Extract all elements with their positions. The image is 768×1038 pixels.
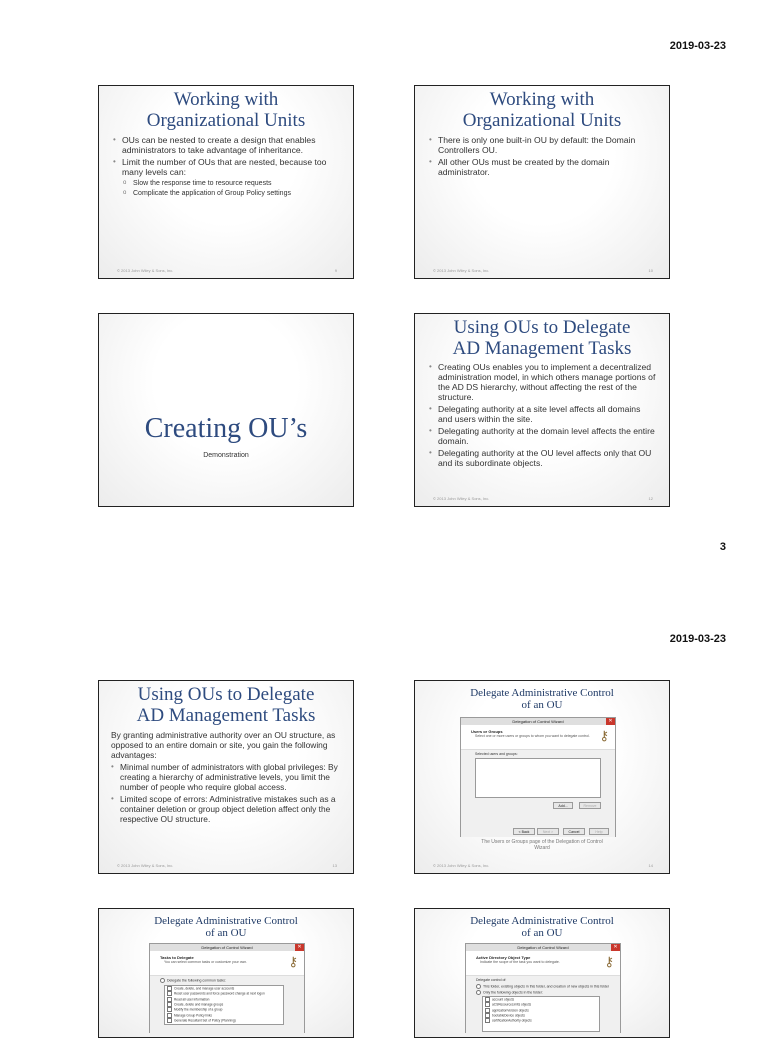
task-item[interactable]: Reset user passwords and force password change at next logon [165,991,283,996]
bullet-item: • Delegating authority at the OU level affects only that OU and its subordinate objects. [429,448,657,468]
radio-option-this-folder[interactable]: This folder, existing objects in this folder, and creation of new objects in this folder [476,984,609,989]
object-item[interactable]: account objects [483,997,599,1002]
bullet-item: • Delegating authority at a site level affects all domains and users within the site. [429,404,657,424]
close-icon[interactable]: ✕ [606,718,615,725]
radio-icon [476,990,481,995]
checkbox-icon [485,1008,490,1013]
object-item[interactable]: aCSResourceLimits objects [483,1002,599,1007]
slide-title: Creating OU’s [144,413,308,444]
figure-caption: The Users or Groups page of the Delegation of Control Wizard [481,839,603,851]
bullet-item: • There is only one built-in OU by default: the Domain Controllers OU. [429,135,657,155]
task-item[interactable]: Generate Resultant Set of Policy (Planning) [165,1018,283,1023]
page-date: 2019-03-23 [669,633,726,645]
keys-icon: ⚷ [604,954,614,969]
radio-option[interactable]: Delegate the following common tasks: [160,978,226,983]
checkbox-icon [167,997,172,1002]
slide-title: Delegate Administrative Control of an OU [470,687,614,711]
bullet-item: • Delegating authority at the domain level affects the entire domain. [429,426,657,446]
slide-number: 12 [648,496,653,501]
task-item[interactable]: Read all user information [165,997,283,1002]
list-label: Selected users and groups: [475,752,518,756]
objects-list[interactable] [482,996,600,1032]
slide-footer: © 2013 John Wiley & Sons, Inc. [433,863,490,868]
slide-number: 13 [332,863,337,868]
slide-delegate-control-objects [414,908,670,1038]
help-button[interactable]: Help [589,828,609,835]
wizard-window [465,943,621,1033]
slide-title: Delegate Administrative Control of an OU [470,915,614,939]
wizard-header: Users or Groups Select one or more users or groups to whom you want to delegate control. ⚷ [461,725,615,750]
remove-button[interactable]: Remove [579,802,601,809]
slide-delegate-tasks-2 [98,680,354,874]
slide-footer: © 2013 John Wiley & Sons, Inc. [433,268,490,273]
radio-icon [160,978,165,983]
task-item[interactable]: Create, delete, and manage user accounts [165,986,283,991]
checkbox-icon [485,997,490,1002]
slide-number: 14 [648,863,653,868]
slide-title: Delegate Administrative Control of an OU [154,915,298,939]
wizard-body [461,750,615,837]
slide-footer: © 2013 John Wiley & Sons, Inc. [117,863,174,868]
radio-icon [476,984,481,989]
checkbox-icon [167,1018,172,1023]
checkbox-icon [167,991,172,996]
wizard-window [460,717,616,837]
delegate-label: Delegate control of: [476,978,507,982]
object-item[interactable]: bootableDevice objects [483,1013,599,1018]
bullet-list [113,135,341,198]
task-item[interactable]: Manage Group Policy links [165,1013,283,1018]
page-number: 3 [719,541,726,553]
add-button[interactable]: Add... [553,802,573,809]
window-titlebar: Delegation of Control Wizard ✕ [466,944,620,951]
checkbox-icon [485,1002,490,1007]
object-item[interactable]: applicationVersion objects [483,1008,599,1013]
keys-icon: ⚷ [288,954,298,969]
checkbox-icon [167,1007,172,1012]
slide-footer: © 2013 John Wiley & Sons, Inc. [433,496,490,501]
wizard-header: Tasks to Delegate You can select common tasks or customize your own. ⚷ [150,951,304,976]
users-list[interactable] [475,758,601,798]
window-titlebar: Delegation of Control Wizard ✕ [461,718,615,725]
slide-title: Working with Organizational Units [146,89,306,131]
slide-title: Working with Organizational Units [462,89,622,131]
slide-number: 9 [334,268,337,273]
bullet-list [429,135,657,177]
bullet-item: • Minimal number of administrators with global privileges: By creating a hierarchy of administrative levels, you limit the number of people who require global access. [111,762,341,792]
checkbox-icon [167,1002,172,1007]
slide-working-with-ous-1 [98,85,354,279]
intro-text: By granting administrative authority over an OU structure, as opposed to an entire domain or site, you gain the following advantages: [111,730,336,760]
cancel-button[interactable]: Cancel [563,828,585,835]
wizard-body [150,976,304,1036]
checkbox-icon [167,986,172,991]
task-item[interactable]: Create, delete and manage groups [165,1002,283,1007]
checkbox-icon [485,1018,490,1023]
slide-working-with-ous-2 [414,85,670,279]
sub-bullet-item: o Complicate the application of Group Policy settings [113,189,341,198]
slide-title: Using OUs to Delegate AD Management Tasks [452,317,632,359]
task-item[interactable]: Modify the membership of a group [165,1007,283,1012]
slide-footer: © 2013 John Wiley & Sons, Inc. [117,268,174,273]
bullet-item: • All other OUs must be created by the domain administrator. [429,157,657,177]
slide-title: Using OUs to Delegate AD Management Tasks [136,684,316,726]
slide-creating-ous [98,313,354,507]
bullet-item: • Creating OUs enables you to implement a decentralized administration model, in which others manage portions of the AD DS hierarchy, without affecting the rest of the structure. [429,362,657,402]
bullet-item: • Limited scope of errors: Administrative mistakes such as a container deletion or group object deletion affect only the respective OU structure. [111,794,341,824]
slide-delegate-control-users [414,680,670,874]
close-icon[interactable]: ✕ [611,944,620,951]
back-button[interactable]: < Back [513,828,535,835]
window-titlebar: Delegation of Control Wizard ✕ [150,944,304,951]
wizard-body [466,976,620,1036]
bullet-item: • OUs can be nested to create a design that enables administrators to take advantage of inheritance. [113,135,341,155]
radio-option-only-objects[interactable]: Only the following objects in the folder: [476,990,543,995]
bullet-list [429,362,657,468]
object-item[interactable]: certificationAuthority objects [483,1018,599,1023]
checkbox-icon [167,1013,172,1018]
wizard-window [149,943,305,1033]
wizard-header: Active Directory Object Type Indicate the scope of the task you want to delegate. ⚷ [466,951,620,976]
keys-icon: ⚷ [599,728,609,743]
bullet-item: • Limit the number of OUs that are nested, because too many levels can: [113,157,341,177]
tasks-list[interactable] [164,985,284,1025]
checkbox-icon [485,1013,490,1018]
slide-subtitle: Demonstration [203,452,249,459]
page-date: 2019-03-23 [669,40,726,52]
close-icon[interactable]: ✕ [295,944,304,951]
slide-delegate-tasks-1 [414,313,670,507]
next-button[interactable]: Next > [537,828,559,835]
slide-number: 10 [648,268,653,273]
slide-delegate-control-tasks [98,908,354,1038]
bullet-list [111,730,341,824]
sub-bullet-item: o Slow the response time to resource requests [113,179,341,188]
